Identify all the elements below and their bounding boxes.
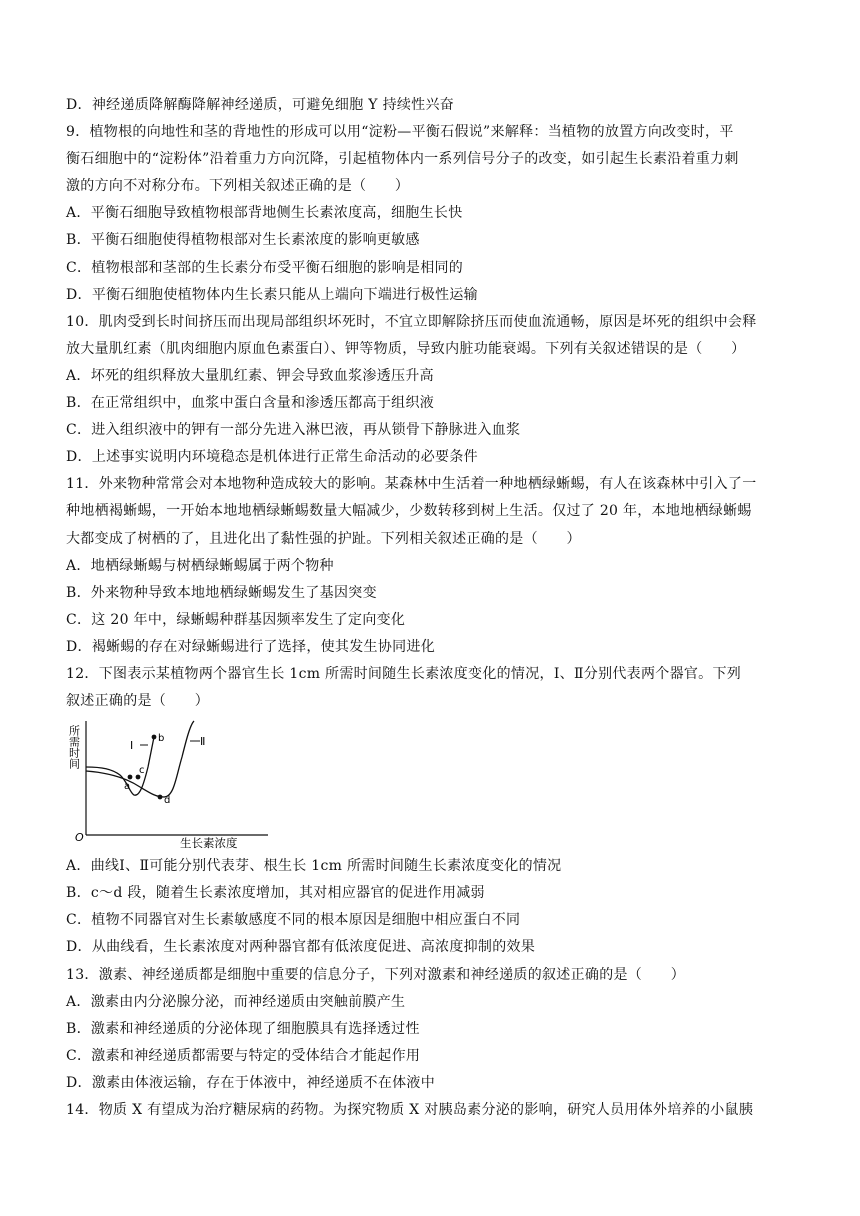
point-b-label: b xyxy=(158,733,165,745)
curve-2-label: Ⅱ xyxy=(200,735,206,749)
q11-stem-line-2: 种地栖褐蜥蜴，一开始本地地栖绿蜥蜴数量大幅减少，少数转移到树上生活。仅过了 20 年，本地地栖绿蜥蜴 xyxy=(66,503,752,520)
origin-label: O xyxy=(75,831,84,845)
q13-option-b: B．激素和神经递质的分泌体现了细胞膜具有选择透过性 xyxy=(66,1020,420,1037)
curve-1-label: Ⅰ xyxy=(130,739,134,753)
q11-option-d: D．褐蜥蜴的存在对绿蜥蜴进行了选择，使其发生协同进化 xyxy=(66,638,436,655)
point-a-label: a xyxy=(124,781,131,793)
q9-stem-line-2: 衡石细胞中的“淀粉体”沿着重力方向沉降，引起植物体内一系列信号分子的改变，如引起生长素沿着重力刺 xyxy=(66,151,739,168)
q12-stem-line-1: 12．下图表示某植物两个器官生长 1cm 所需时间随生长素浓度变化的情况，Ⅰ、Ⅱ分别代表两个器官。下列 xyxy=(66,665,742,682)
q13-option-c: C．激素和神经递质都需要与特定的受体结合才能起作用 xyxy=(66,1047,421,1064)
q11-option-a: A．地栖绿蜥蜴与树栖绿蜥蜴属于两个物种 xyxy=(66,557,334,574)
q9-stem-line-1: 9．植物根的向地性和茎的背地性的形成可以用“淀粉—平衡石假说”来解释：当植物的放置方向改变时，平 xyxy=(66,124,734,141)
q10-option-c: C．进入组织液中的钾有一部分先进入淋巴液，再从锁骨下静脉进入血浆 xyxy=(66,422,521,439)
curve-2 xyxy=(86,721,194,797)
q11-option-b: B．外来物种导致本地地栖绿蜥蜴发生了基因突变 xyxy=(66,584,377,601)
q10-stem-line-2: 放大量肌红素（肌肉细胞内原血色素蛋白）、钾等物质，导致内脏功能衰竭。下列有关叙述错误的是（ ） xyxy=(66,340,746,357)
q12-option-a: A．曲线Ⅰ、Ⅱ可能分别代表芽、根生长 1cm 所需时间随生长素浓度变化的情况 xyxy=(66,858,562,875)
point-c-label: c xyxy=(139,765,145,777)
q11-stem-line-3: 大都变成了树栖的了，且进化出了黏性强的护趾。下列相关叙述正确的是（ ） xyxy=(66,530,581,547)
q12-option-d: D．从曲线看，生长素浓度对两种器官都有低浓度促进、高浓度抑制的效果 xyxy=(66,939,536,956)
q13-stem-line-1: 13．激素、神经递质都是细胞中重要的信息分子，下列对激素和神经递质的叙述正确的是（ ） xyxy=(66,966,686,983)
q11-option-c: C．这 20 年中，绿蜥蜴种群基因频率发生了定向变化 xyxy=(66,611,406,628)
exam-page xyxy=(66,92,798,1124)
point-a-dot xyxy=(128,775,133,780)
q14-stem-line-1: 14．物质 X 有望成为治疗糖尿病的药物。为探究物质 X 对胰岛素分泌的影响，研究人员用体外培养的小鼠胰 xyxy=(66,1102,754,1118)
q13-option-a: A．激素由内分泌腺分泌，而神经递质由突触前膜产生 xyxy=(66,993,406,1010)
q9-option-d: D．平衡石细胞使植物体内生长素只能从上端向下端进行极性运输 xyxy=(66,286,478,303)
q9-option-a: A．平衡石细胞导致植物根部背地侧生长素浓度高，细胞生长快 xyxy=(66,205,463,222)
point-d-dot xyxy=(158,795,163,800)
q12-option-c: C．植物不同器官对生长素敏感度不同的根本原因是细胞中相应蛋白不同 xyxy=(66,912,521,929)
q12-option-b: B．c～d 段，随着生长素浓度增加，其对相应器官的促进作用减弱 xyxy=(66,885,485,902)
point-d-label: d xyxy=(164,795,171,807)
x-axis-label: 生长素浓度 xyxy=(180,836,238,851)
q9-stem-line-3: 激的方向不对称分布。下列相关叙述正确的是（ ） xyxy=(66,178,410,195)
q13-option-d: D．激素由体液运输，存在于体液中，神经递质不在体液中 xyxy=(66,1074,436,1091)
q8-option-d: D．神经递质降解酶降解神经递质，可避免细胞 Y 持续性兴奋 xyxy=(66,97,455,113)
q9-option-c: C．植物根部和茎部的生长素分布受平衡石细胞的影响是相同的 xyxy=(66,259,464,276)
q10-option-a: A．坏死的组织释放大量肌红素、钾会导致血浆渗透压升高 xyxy=(66,367,434,384)
q11-stem-line-1: 11．外来物种常常会对本地物种造成较大的影响。某森林中生活着一种地栖绿蜥蜴，有人在该森林中引入了一 xyxy=(66,476,757,493)
auxin-curve-figure xyxy=(67,717,272,851)
q9-option-b: B．平衡石细胞使得植物根部对生长素浓度的影响更敏感 xyxy=(66,232,420,249)
q10-option-d: D．上述事实说明内环境稳态是机体进行正常生命活动的必要条件 xyxy=(66,449,478,466)
q10-option-b: B．在正常组织中，血浆中蛋白含量和渗透压都高于组织液 xyxy=(66,395,435,412)
point-b-dot xyxy=(152,735,157,740)
q10-stem-line-1: 10．肌肉受到长时间挤压而出现局部组织坏死时，不宜立即解除挤压而使血流通畅，原因是坏死的组织中会释 xyxy=(66,313,757,330)
auxin-curve-svg xyxy=(67,717,272,851)
y-axis-label: 所需时间 xyxy=(67,725,81,770)
q12-stem-line-2: 叙述正确的是（ ） xyxy=(66,693,209,710)
